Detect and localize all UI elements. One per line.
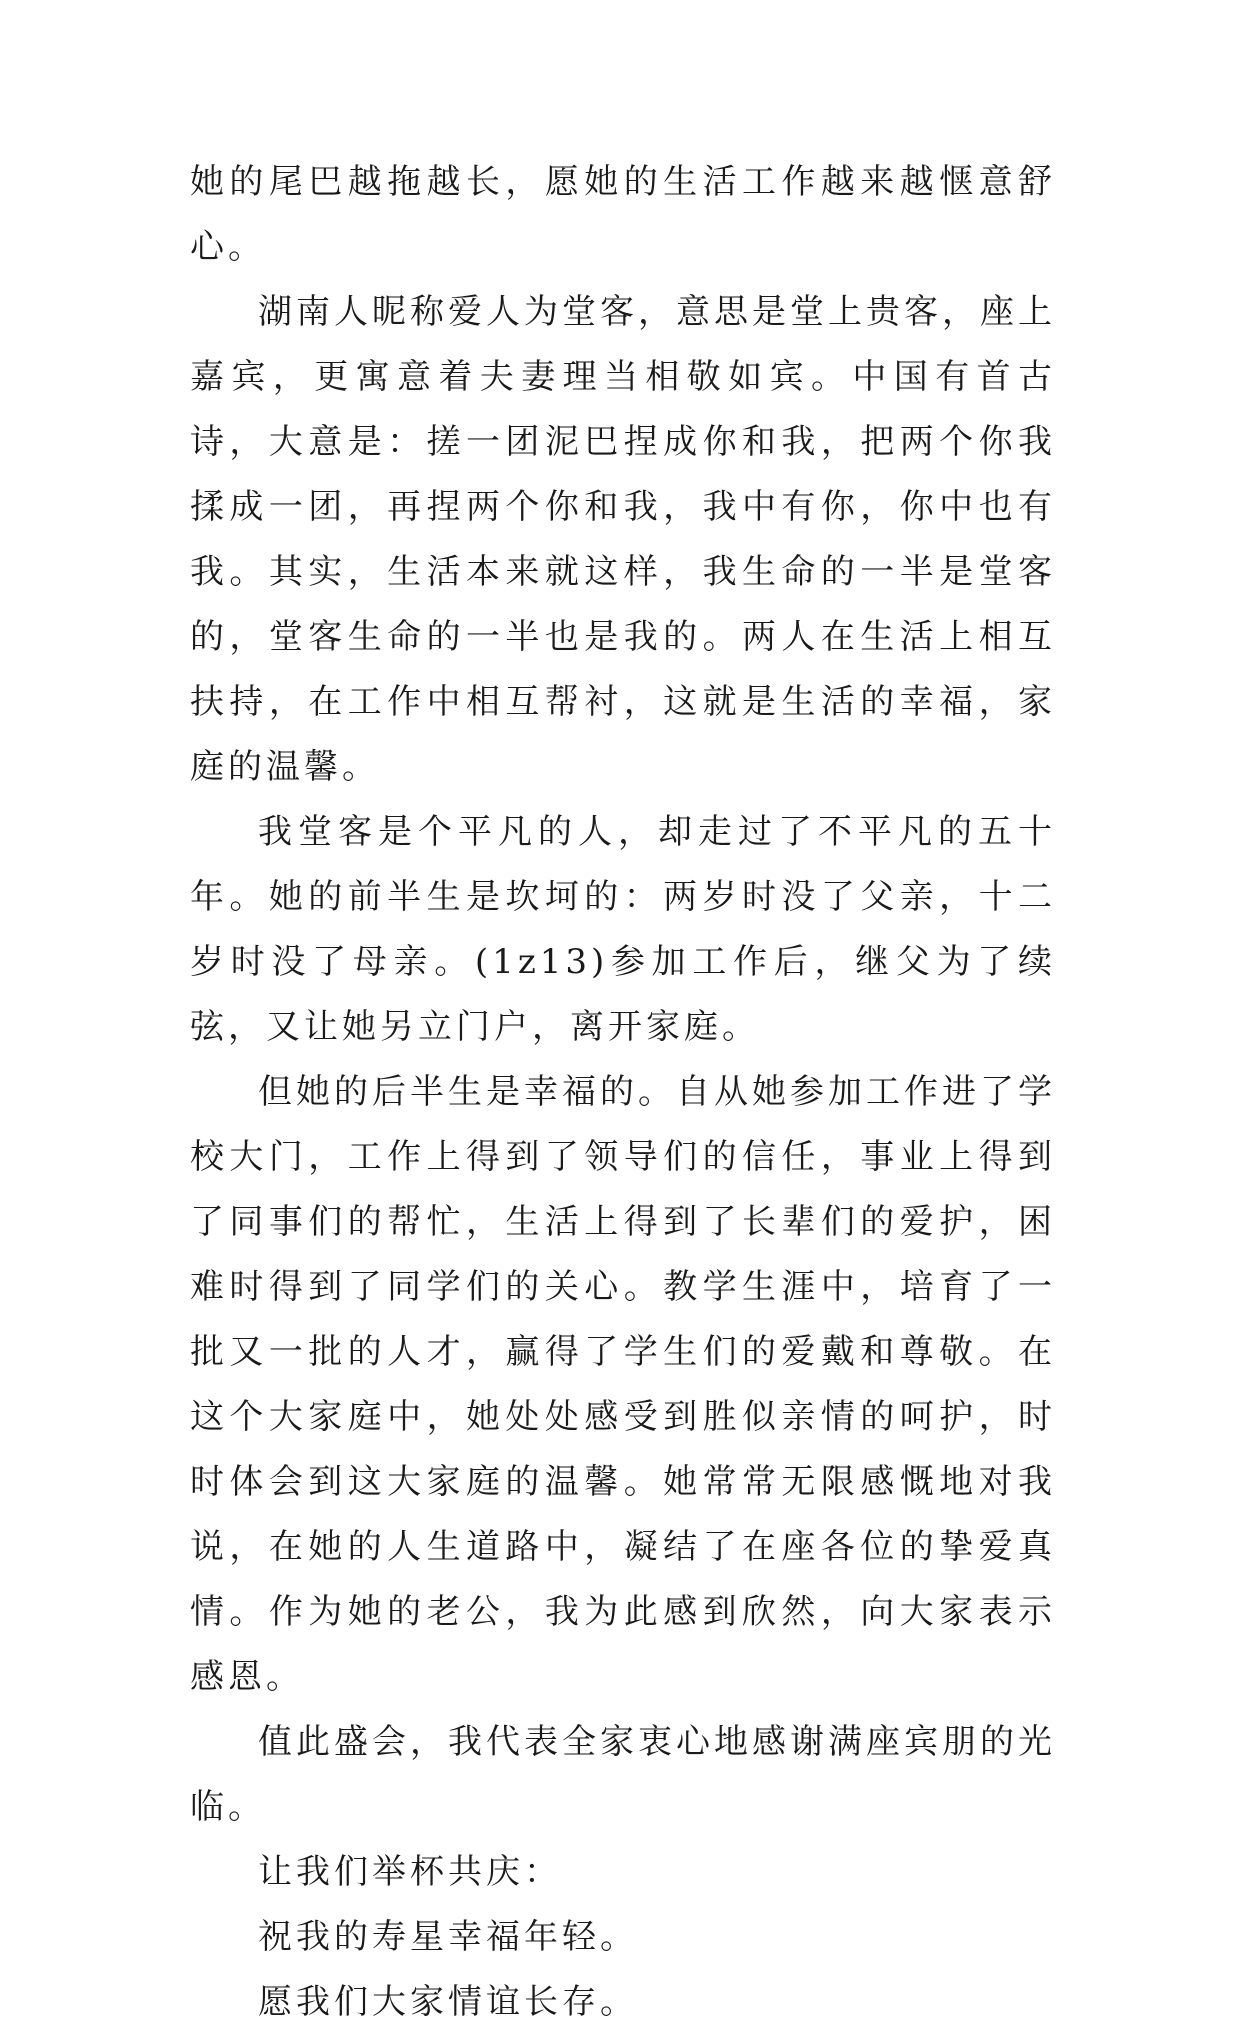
paragraph-early-life: 我堂客是个平凡的人，却走过了不平凡的五十年。她的前半生是坎坷的：两岁时没了父亲，十二岁时没了母亲。(1z13)参加工作后，继父为了续弦，又让她另立门户，离开家庭。	[190, 812, 1056, 1047]
document-body	[190, 150, 1056, 2035]
paragraph-toast: 让我们举杯共庆：	[258, 1852, 562, 1892]
paragraph-later-life: 但她的后半生是幸福的。自从她参加工作进了学校大门，工作上得到了领导们的信任，事业上得到了同事们的帮忙，生活上得到了长辈们的爱护，困难时得到了同学们的关心。教学生涯中，培育了一批又一批的人才，赢得了学生们的爱戴和尊敬。在这个大家庭中，她处处感受到胜似亲情的呵护，时时体会到这大家庭的温馨。她常常无限感慨地对我说，在她的人生道路中，凝结了在座各位的挚爱真情。作为她的老公，我为此感到欣然，向大家表示感恩。	[190, 1072, 1056, 1697]
paragraph-thanks: 值此盛会，我代表全家衷心地感谢满座宾朋的光临。	[190, 1722, 1056, 1827]
paragraph-wish-birthday: 祝我的寿星幸福年轻。	[258, 1917, 638, 1957]
paragraph-tangke-meaning: 湖南人昵称爱人为堂客，意思是堂上贵客，座上嘉宾，更寓意着夫妻理当相敬如宾。中国有首古诗，大意是：搓一团泥巴捏成你和我，把两个你我揉成一团，再捏两个你和我，我中有你，你中也有我。其实，生活本来就这样，我生命的一半是堂客的，堂客生命的一半也是我的。两人在生活上相互扶持，在工作中相互帮衬，这就是生活的幸福，家庭的温馨。	[190, 292, 1056, 787]
paragraph-continuation: 她的尾巴越拖越长，愿她的生活工作越来越惬意舒心。	[190, 162, 1056, 267]
paragraph-wish-friendship: 愿我们大家情谊长存。	[258, 1982, 638, 2022]
